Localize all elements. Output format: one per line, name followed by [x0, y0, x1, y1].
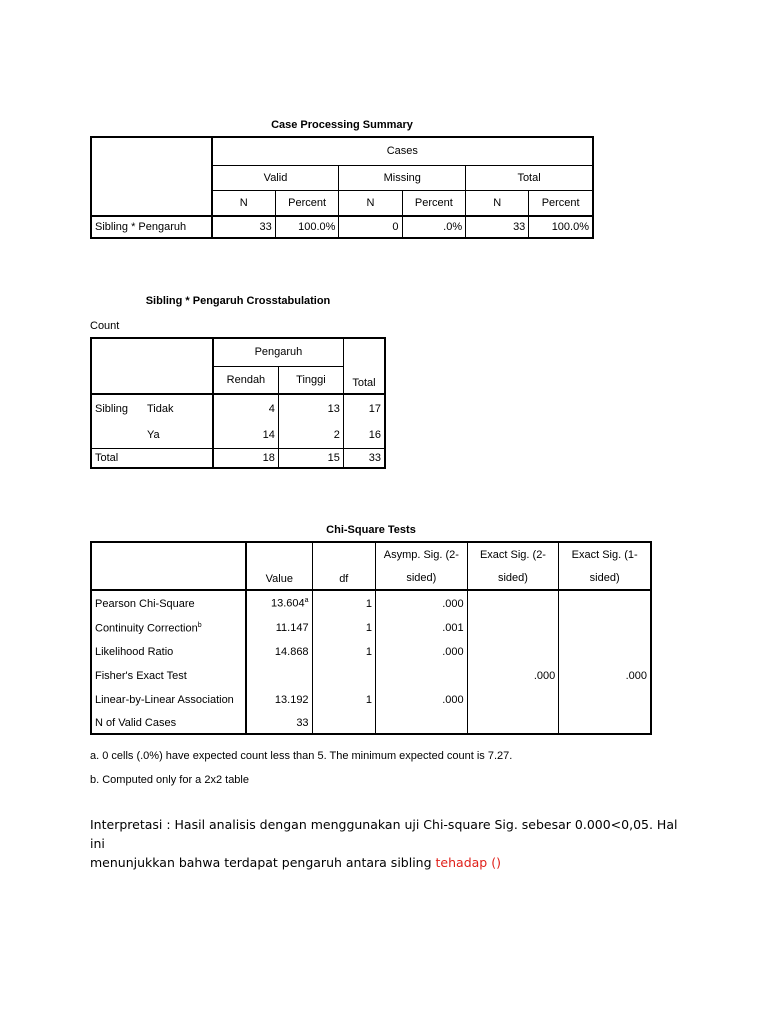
cell-value: 33	[246, 712, 312, 734]
cell-df	[312, 664, 375, 688]
cell-value: 14.868	[246, 640, 312, 664]
sub-n: N	[339, 190, 402, 216]
cell-value: 13	[278, 394, 343, 422]
corner-cell	[91, 338, 213, 394]
group-missing: Missing	[339, 165, 466, 190]
row-label: Ya	[144, 422, 213, 448]
cell-exact1	[559, 616, 651, 640]
cell-asymp	[376, 664, 468, 688]
cell-asymp: .000	[376, 688, 468, 712]
total-header: Total	[343, 338, 385, 394]
total-row-label: Total	[95, 451, 119, 464]
cell-value: 100.0%	[275, 216, 339, 238]
footnote-a: a. 0 cells (.0%) have expected count less than 5. The minimum expected count is 7.27.	[90, 750, 513, 762]
header-exact2-2: sided)	[467, 566, 559, 590]
pengaruh-header: Pengaruh	[213, 338, 344, 366]
row-label: Likelihood Ratio	[91, 640, 246, 664]
row-label: Linear-by-Linear Association	[91, 688, 246, 712]
row-group-label: Sibling	[95, 402, 129, 415]
cell-exact1: .000	[625, 670, 647, 682]
col-tinggi: Tinggi	[278, 366, 343, 394]
cell-value: 2	[278, 422, 343, 448]
sub-percent: Percent	[529, 190, 593, 216]
cell-value: 11.147	[246, 616, 312, 640]
interpretation-highlight: tehadap ()	[435, 855, 501, 870]
interpretation-line-1: Interpretasi : Hasil analisis dengan menggunakan uji Chi-square Sig. sebesar 0.000<0,05. Hal ini	[90, 817, 678, 851]
group-total: Total	[466, 165, 593, 190]
footnote-b: b. Computed only for a 2x2 table	[90, 774, 249, 786]
cell-asymp: .000	[376, 590, 468, 616]
cell-value: .0%	[402, 216, 466, 238]
header-exact1-2: sided)	[559, 566, 651, 590]
cell-value: 16	[343, 422, 385, 448]
cell-exact2	[467, 640, 559, 664]
cell-asymp	[376, 712, 468, 734]
cell-value: 13.192	[246, 688, 312, 712]
cell-value: 33	[212, 216, 276, 238]
row-label: Sibling * Pengaruh	[91, 216, 212, 238]
cell-value: 18	[213, 448, 279, 468]
chi-title: Chi-Square Tests	[326, 524, 416, 536]
cell-df: 1	[312, 640, 375, 664]
footnote-a-marker: a	[304, 597, 309, 605]
header-value: Value	[246, 542, 312, 590]
interpretation	[90, 815, 690, 872]
cell-asymp: .000	[376, 640, 468, 664]
cell-df: 1	[312, 688, 375, 712]
sub-percent: Percent	[402, 190, 466, 216]
chi-table	[90, 541, 652, 735]
interpretation-line-2	[90, 853, 690, 872]
cell-value: 17	[368, 402, 381, 415]
header-exact1: Exact Sig. (1-	[571, 548, 638, 561]
footnote-b-marker: b	[197, 621, 202, 629]
cell-exact1	[559, 590, 651, 616]
cell-value: 4	[213, 394, 279, 422]
cell-exact1	[559, 640, 651, 664]
cell-value: 15	[278, 448, 343, 468]
cell-value: 33	[368, 451, 381, 464]
header-asymp-2: sided)	[376, 566, 468, 590]
count-label: Count	[90, 320, 120, 332]
cell-exact1	[559, 712, 651, 734]
cell-exact2	[467, 616, 559, 640]
crosstab-title: Sibling * Pengaruh Crosstabulation	[145, 295, 331, 307]
row-label: N of Valid Cases	[91, 712, 246, 734]
case-summary-title: Case Processing Summary	[271, 119, 413, 131]
cell-asymp: .001	[376, 616, 468, 640]
corner-cell	[91, 137, 212, 216]
group-valid: Valid	[212, 165, 339, 190]
cases-header: Cases	[212, 137, 593, 165]
cell-value	[246, 664, 312, 688]
sub-n: N	[212, 190, 276, 216]
cell-exact1	[559, 688, 651, 712]
case-summary-table	[90, 136, 594, 239]
cell-value: 14	[213, 422, 279, 448]
cell-value: 33	[466, 216, 529, 238]
cell-value: 100.0%	[551, 221, 589, 233]
col-rendah: Rendah	[213, 366, 279, 394]
cell-value: 0	[339, 216, 402, 238]
sub-percent: Percent	[275, 190, 339, 216]
cell-exact2: .000	[467, 664, 559, 688]
corner-cell	[91, 542, 246, 590]
interpretation-text: menunjukkan bahwa terdapat pengaruh antara sibling	[90, 855, 436, 870]
row-label: Fisher's Exact Test	[91, 664, 246, 688]
cell-exact2	[467, 590, 559, 616]
cell-df: 1	[312, 616, 375, 640]
row-label: Pearson Chi-Square	[91, 590, 246, 616]
row-label: Tidak	[144, 394, 213, 422]
cell-exact2	[467, 688, 559, 712]
crosstab-table	[90, 337, 386, 469]
header-df: df	[312, 542, 375, 590]
header-asymp: Asymp. Sig. (2-	[376, 542, 468, 566]
cell-value: 13.604$^a$	[246, 590, 312, 616]
cell-exact2	[467, 712, 559, 734]
row-label: Continuity Correction$^b$	[91, 616, 246, 640]
cell-df: 1	[312, 590, 375, 616]
cell-df	[312, 712, 375, 734]
sub-n: N	[466, 190, 529, 216]
header-exact2: Exact Sig. (2-	[467, 542, 559, 566]
